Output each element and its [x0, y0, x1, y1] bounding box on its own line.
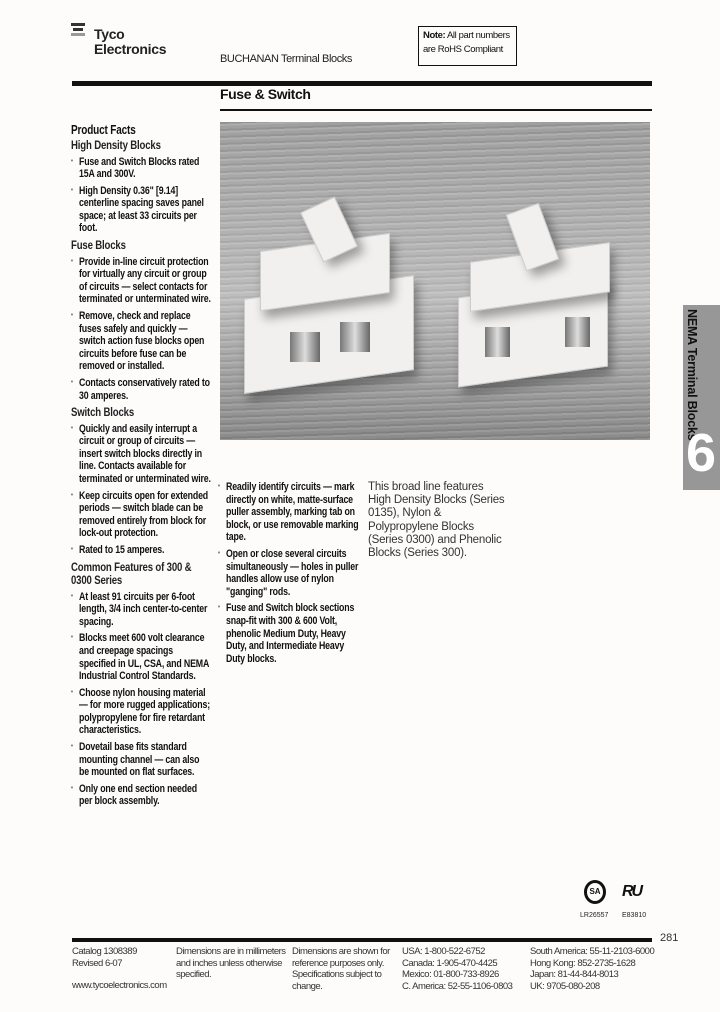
footer-dimensions-note: Dimensions are in millimeters and inches unless otherwise specified.: [176, 946, 286, 980]
contact-line: USA: 1-800-522-6752: [402, 946, 485, 957]
csa-logo-icon: SA: [584, 880, 606, 904]
page-number: 281: [660, 932, 679, 944]
feature-list: [218, 481, 360, 669]
website-link[interactable]: www.tycoelectronics.com: [72, 980, 167, 991]
section-name: BUCHANAN Terminal Blocks: [220, 53, 353, 65]
list-item: • Contacts conservatively rated to 30 amperes.: [71, 377, 211, 402]
page-title: Fuse & Switch: [220, 86, 311, 102]
csa-file-number: LR26557: [580, 912, 609, 919]
footer-reference-note: Dimensions are shown for reference purposes only. Specifications subject to change.: [292, 946, 390, 992]
revision-date: Revised 6-07: [72, 957, 122, 969]
contact-line: UK: 9705-080-208: [530, 980, 600, 992]
product-facts: [71, 120, 211, 812]
note-text-1: All part numbers: [447, 30, 510, 41]
group-heading: Switch Blocks: [71, 405, 135, 420]
rohs-note: [418, 26, 517, 66]
section-tab-number: 6: [686, 423, 717, 483]
contact-line: Canada: 1-905-470-4425: [402, 957, 498, 969]
header-rule: [72, 81, 652, 86]
brand-name: [94, 27, 166, 57]
catalog-number: Catalog 1308389: [72, 946, 137, 957]
footer-contacts-americas: [402, 946, 522, 992]
list-item: • Keep circuits open for extended periods — switch blade can be removed entirely from block for lock-out protection.: [71, 490, 211, 540]
list-item: • Remove, check and replace fuses safely and quickly — switch action fuse blocks open circuits before fuse can be removed or installed.: [71, 310, 211, 373]
list-item: • Provide in-line circuit protection for virtually any circuit or group of circuits — select contacts for terminated or unterminated wire.: [71, 256, 211, 306]
brand-line-1: Tyco: [94, 26, 125, 42]
contact-line: South America: 55-11-2103-6000: [530, 946, 655, 957]
footer-contacts-international: [530, 946, 660, 992]
brand-line-2: Electronics: [94, 41, 167, 57]
list-item: • Only one end section needed per block assembly.: [71, 783, 211, 808]
list-item: • Rated to 15 amperes.: [71, 544, 211, 557]
note-label: Note:: [423, 30, 446, 41]
list-item: • At least 91 circuits per 6-foot length, 3/4 inch center-to-center spacing.: [71, 591, 211, 629]
footer-catalog: [72, 946, 172, 992]
group-heading: High Density Blocks: [71, 138, 161, 152]
list-item: • Open or close several circuits simultaneously — holes in puller handles allow use of nylon "ganging" rods.: [218, 548, 360, 598]
section-tab-label: NEMA Terminal Blocks: [685, 309, 699, 441]
list-item: • Choose nylon housing material — for more rugged applications; polypropylene for fire retardant characteristics.: [71, 687, 211, 737]
section-tab: [683, 305, 720, 490]
contact-line: Mexico: 01-800-733-8926: [402, 969, 499, 980]
note-text-2: are RoHS Compliant: [423, 44, 503, 55]
group-heading: Fuse Blocks: [71, 238, 126, 253]
footer-rule: [72, 938, 652, 942]
list-item: • Dovetail base fits standard mounting channel — can also be mounted on flat surfaces.: [71, 741, 211, 779]
ur-logo-icon: RU: [622, 883, 642, 900]
list-item: • Quickly and easily interrupt a circuit or group of circuits — insert switch blocks directly in line. Contacts available for terminated or unterminated wire.: [71, 423, 211, 486]
list-item: • Fuse and Switch Blocks rated 15A and 300V.: [71, 156, 211, 181]
ur-file-number: E83810: [622, 912, 647, 919]
series-description: This broad line features High Density Blocks (Series 0135), Nylon & Polypropylene Blocks (Series 0300) and Phenolic Blocks (Series 300).: [368, 481, 505, 560]
title-rule: [220, 109, 652, 111]
list-item: • Blocks meet 600 volt clearance and creepage spacings specified in UL, CSA, and NEMA Industrial Control Standards.: [71, 632, 211, 682]
group-heading: Common Features of 300 & 0300 Series: [71, 559, 192, 588]
tyco-logo-icon: [71, 23, 89, 41]
contact-line: C. America: 52-55-1106-0803: [402, 980, 513, 992]
contact-line: Hong Kong: 852-2735-1628: [530, 957, 636, 969]
list-item: • Fuse and Switch block sections snap-fit with 300 & 600 Volt, phenolic Medium Duty, Heavy Duty, and Intermediate Heavy Duty blocks.: [218, 602, 360, 665]
product-facts-heading: Product Facts: [71, 123, 136, 137]
product-photo: [220, 122, 650, 440]
list-item: • Readily identify circuits — mark directly on white, matte-surface puller assembly, marking tab on block, or use removable marking tape.: [218, 481, 360, 544]
list-item: • High Density 0.36" [9.14] centerline spacing saves panel space; at least 33 circuits per foot.: [71, 185, 211, 235]
contact-line: Japan: 81-44-844-8013: [530, 969, 619, 980]
